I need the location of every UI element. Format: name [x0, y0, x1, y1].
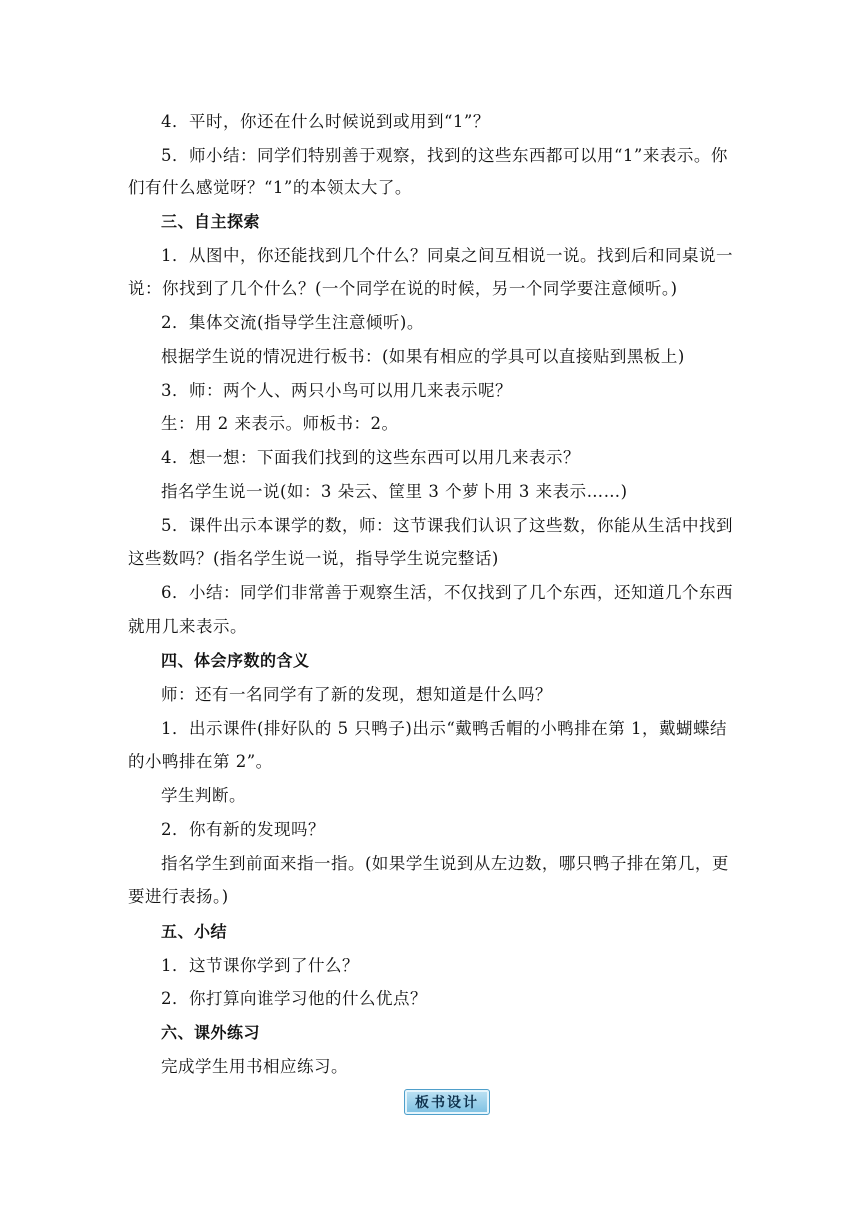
- text-line: 6．小结：同学们非常善于观察生活，不仅找到了几个东西，还知道几个东西: [161, 583, 733, 602]
- text-line: 生：用 2 来表示。师板书：2。: [161, 414, 399, 433]
- text-line: 完成学生用书相应练习。: [161, 1057, 348, 1076]
- text-line: 就用几来表示。: [128, 617, 247, 636]
- board-design-badge: [404, 1089, 490, 1115]
- text-line: 根据学生说的情况进行板书：(如果有相应的学具可以直接贴到黑板上): [161, 347, 685, 366]
- text-line: 2．你打算向谁学习他的什么优点？: [161, 989, 427, 1008]
- text-line: 1．出示课件(排好队的 5 只鸭子)出示“戴鸭舌帽的小鸭排在第 1，戴蝴蝶结: [161, 719, 728, 738]
- text-line: 3．师：两个人、两只小鸟可以用几来表示呢？: [161, 381, 512, 400]
- section-heading: 五、小结: [161, 922, 228, 941]
- text-line: 1．这节课你学到了什么？: [161, 956, 359, 975]
- text-line: 指名学生说一说(如：3 朵云、筐里 3 个萝卜用 3 来表示……): [161, 482, 628, 501]
- section-heading: 六、课外练习: [161, 1023, 261, 1042]
- text-line: 这些数吗？(指名学生说一说，指导学生说完整话): [128, 549, 499, 568]
- text-line: 学生判断。: [161, 786, 246, 805]
- text-line: 1．从图中，你还能找到几个什么？同桌之间互相说一说。找到后和同桌说一: [161, 246, 733, 265]
- section-heading: 三、自主探索: [161, 212, 261, 231]
- text-line: 们有什么感觉呀？“1”的本领太大了。: [128, 178, 412, 197]
- board-design-label: 板书设计: [415, 1095, 479, 1111]
- text-line: 指名学生到前面来指一指。(如果学生说到从左边数，哪只鸭子排在第几，更: [161, 854, 729, 873]
- text-line: 要进行表扬。): [128, 887, 229, 906]
- text-line: 4．平时，你还在什么时候说到或用到“1”？: [161, 112, 490, 131]
- text-line: 4．想一想：下面我们找到的这些东西可以用几来表示？: [161, 448, 580, 467]
- text-line: 的小鸭排在第 2”。: [128, 752, 273, 771]
- text-line: 5．师小结：同学们特别善于观察，找到的这些东西都可以用“1”来表示。你: [161, 146, 728, 165]
- text-line: 师：还有一名同学有了新的发现，想知道是什么吗？: [161, 685, 552, 704]
- text-line: 2．集体交流(指导学生注意倾听)。: [161, 313, 424, 332]
- text-line: 2．你有新的发现吗？: [161, 820, 325, 839]
- section-heading: 四、体会序数的含义: [161, 651, 310, 670]
- text-line: 5．课件出示本课学的数，师：这节课我们认识了这些数，你能从生活中找到: [161, 516, 733, 535]
- text-line: 说：你找到了几个什么？(一个同学在说的时候，另一个同学要注意倾听。): [128, 279, 678, 298]
